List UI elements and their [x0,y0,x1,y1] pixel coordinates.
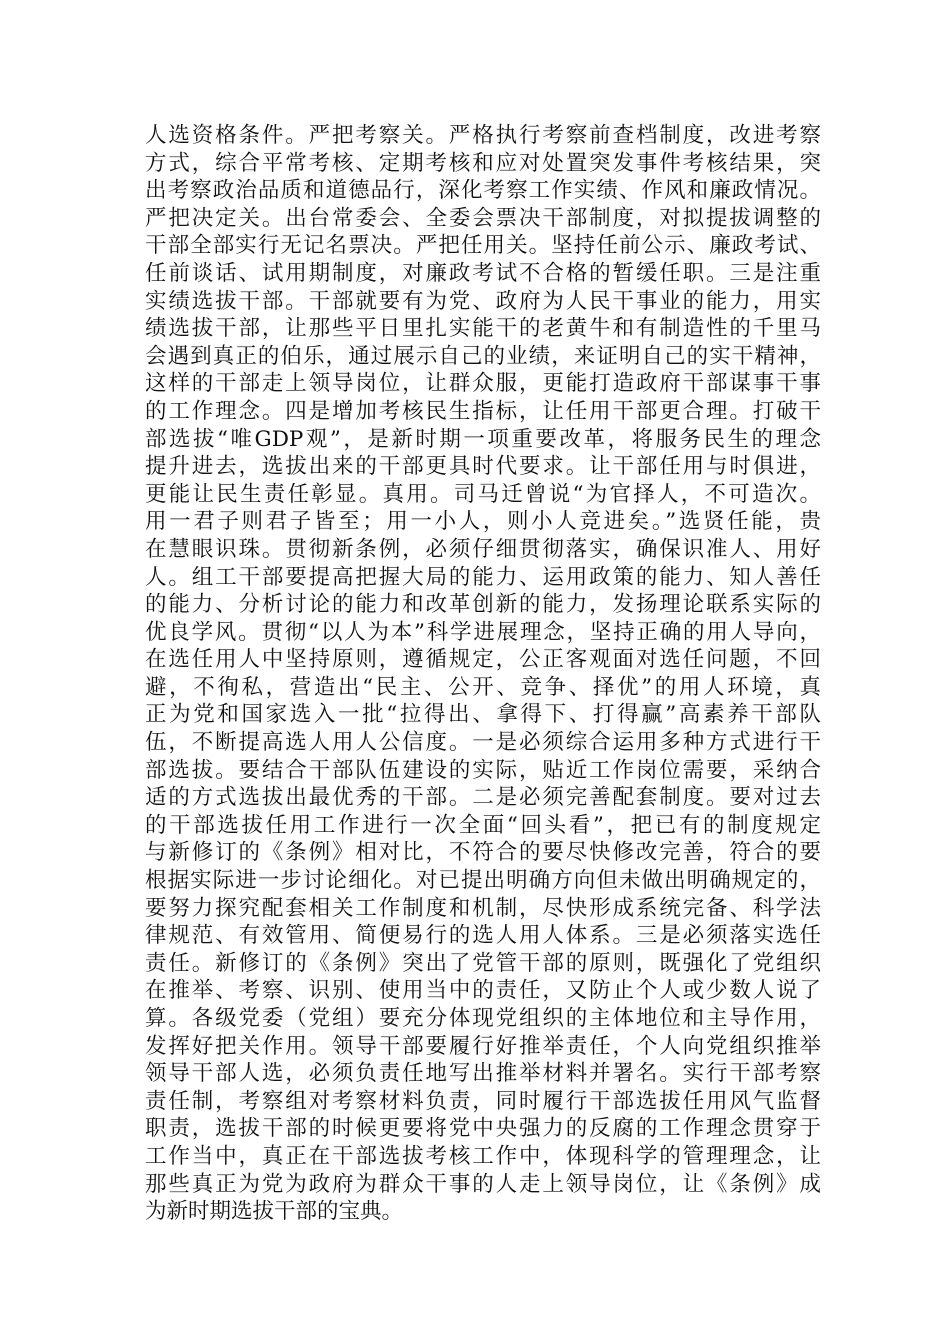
text-line: 优良学风。贯彻“以人为本”科学进展理念，坚持正确的用人导向， [145,619,821,645]
text-line: 与新修订的《条例》相对比，不符合的要尽快修改完善，符合的要 [145,840,821,866]
text-line: 在推举、考察、识别、使用当中的责任，又防止个人或少数人说了 [145,978,821,1004]
text-line: 在慧眼识珠。贯彻新条例，必须仔细贯彻落实，确保识准人、用好 [145,536,821,562]
text-line: 部选拔“唯GDP观”，是新时期一项重要改革，将服务民生的理念 [145,426,821,452]
text-line: 实绩选拔干部。干部就要有为党、政府为人民干事业的能力，用实 [145,288,821,314]
text-line: 任前谈话、试用期制度，对廉政考试不合格的暂缓任职。三是注重 [145,260,821,286]
text-line: 的能力、分析讨论的能力和改革创新的能力，发扬理论联系实际的 [145,592,821,618]
text-line: 这样的干部走上领导岗位，让群众服，更能打造政府干部谋事干事 [145,371,821,397]
text-line: 的工作理念。四是增加考核民生指标，让任用干部更合理。打破干 [145,398,821,424]
text-line: 严把决定关。出台常委会、全委会票决干部制度，对拟提拔调整的 [145,205,821,231]
text-line: 领导干部人选，必须负责任地写出推举材料并署名。实行干部考察 [145,1061,821,1087]
text-line: 的干部选拔任用工作进行一次全面“回头看”，把已有的制度规定 [145,812,821,838]
text-line: 人选资格条件。严把考察关。严格执行考察前查档制度，改进考察 [145,123,821,148]
text-line: 根据实际进一步讨论细化。对已提出明确方向但未做出明确规定的， [145,868,821,894]
text-line: 那些真正为党为政府为群众干事的人走上领导岗位，让《条例》成 [145,1171,821,1197]
text-line: 方式，综合平常考核、定期考核和应对处置突发事件考核结果，突 [145,150,821,176]
text-line: 责任制，考察组对考察材料负责，同时履行干部选拔任用风气监督 [145,1088,821,1114]
text-line: 人。组工干部要提高把握大局的能力、运用政策的能力、知人善任 [145,564,821,590]
text-line: 为新时期选拔干部的宝典。 [145,1199,404,1225]
text-line: 算。各级党委（党组）要充分体现党组织的主体地位和主导作用， [145,1006,821,1031]
text-line: 要努力探究配套相关工作制度和机制，尽快形成系统完备、科学法 [145,895,821,921]
text-line: 会遇到真正的伯乐，通过展示自己的业绩，来证明自己的实干精神， [145,343,821,369]
text-line: 出考察政治品质和道德品行，深化考察工作实绩、作风和廉政情况。 [145,178,821,204]
text-line: 工作当中，真正在干部选拔考核工作中，体现科学的管理理念，让 [145,1143,821,1169]
text-line: 干部全部实行无记名票决。严把任用关。坚持任前公示、廉政考试、 [145,233,821,259]
text-line: 在选任用人中坚持原则，遵循规定，公正客观面对选任问题，不回 [145,647,821,673]
text-line: 正为党和国家选入一批“拉得出、拿得下、打得赢”高素养干部队 [145,702,821,728]
text-line: 绩选拔干部，让那些平日里扎实能干的老黄牛和有制造性的千里马 [145,316,821,342]
text-line: 部选拔。要结合干部队伍建设的实际，贴近工作岗位需要，采纳合 [145,757,821,783]
text-line: 用一君子则君子皆至；用一小人，则小人竞进矣。”选贤任能，贵 [145,509,821,535]
text-line: 责任。新修订的《条例》突出了党管干部的原则，既强化了党组织 [145,950,821,976]
text-line: 适的方式选拔出最优秀的干部。二是必须完善配套制度。要对过去 [145,785,821,811]
text-line: 提升进去，选拔出来的干部更具时代要求。让干部任用与时俱进， [145,454,821,480]
document-body [145,122,821,1226]
text-line: 避，不徇私，营造出“民主、公开、竞争、择优”的用人环境，真 [145,674,821,700]
text-line: 发挥好把关作用。领导干部要履行好推举责任，个人向党组织推举 [145,1033,821,1059]
text-line: 伍，不断提高选人用人公信度。一是必须综合运用多种方式进行干 [145,730,821,756]
text-line: 更能让民生责任彰显。真用。司马迁曾说“为官择人，不可造次。 [145,481,821,507]
text-line: 职责，选拔干部的时候更要将党中央强力的反腐的工作理念贯穿于 [145,1116,821,1142]
text-line: 律规范、有效管用、简便易行的选人用人体系。三是必须落实选任 [145,923,821,949]
